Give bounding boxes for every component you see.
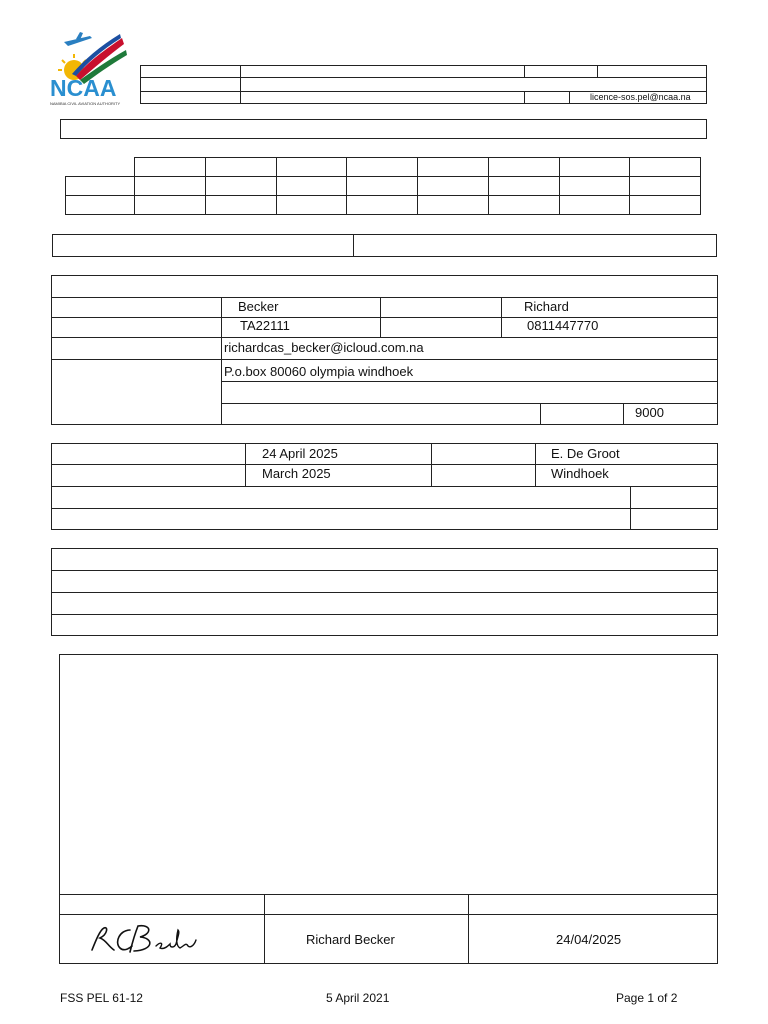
two-cell-bar [52, 234, 717, 257]
logo-text: NCAA [50, 75, 117, 101]
footer-revision-date: 5 April 2021 [326, 991, 390, 1005]
declaration-section [59, 654, 718, 964]
exam-period-value: March 2025 [262, 466, 331, 481]
phone-value: 0811447770 [527, 318, 599, 333]
ncaa-logo [50, 30, 130, 112]
declaration-date-value: 24/04/2025 [556, 932, 622, 947]
footer-form-code: FSS PEL 61-12 [60, 991, 143, 1005]
postal-code-value: 9000 [635, 405, 664, 420]
examiner-value: E. De Groot [551, 446, 620, 461]
header-email: licence-sos.pel@ncaa.na [590, 92, 691, 102]
first-name-value: Richard [524, 299, 569, 314]
handwritten-signature [86, 922, 206, 956]
exam-date-value: 24 April 2025 [262, 446, 338, 461]
address-line1-value: P.o.box 80060 olympia windhoek [224, 364, 414, 379]
surname-value: Becker [238, 299, 279, 314]
licence-category-grid [65, 157, 701, 215]
logo-subtext: NAMIBIA CIVIL AVIATION AUTHORITY [50, 101, 121, 106]
footer-page-number: Page 1 of 2 [616, 991, 678, 1005]
plane-icon [64, 32, 92, 46]
licence-number-value: TA22111 [240, 318, 290, 333]
exam-location-value: Windhoek [551, 466, 609, 481]
declarant-name-value: Richard Becker [306, 932, 395, 947]
form-title-box [60, 119, 707, 139]
email-value: richardcas_becker@icloud.com.na [224, 340, 424, 355]
